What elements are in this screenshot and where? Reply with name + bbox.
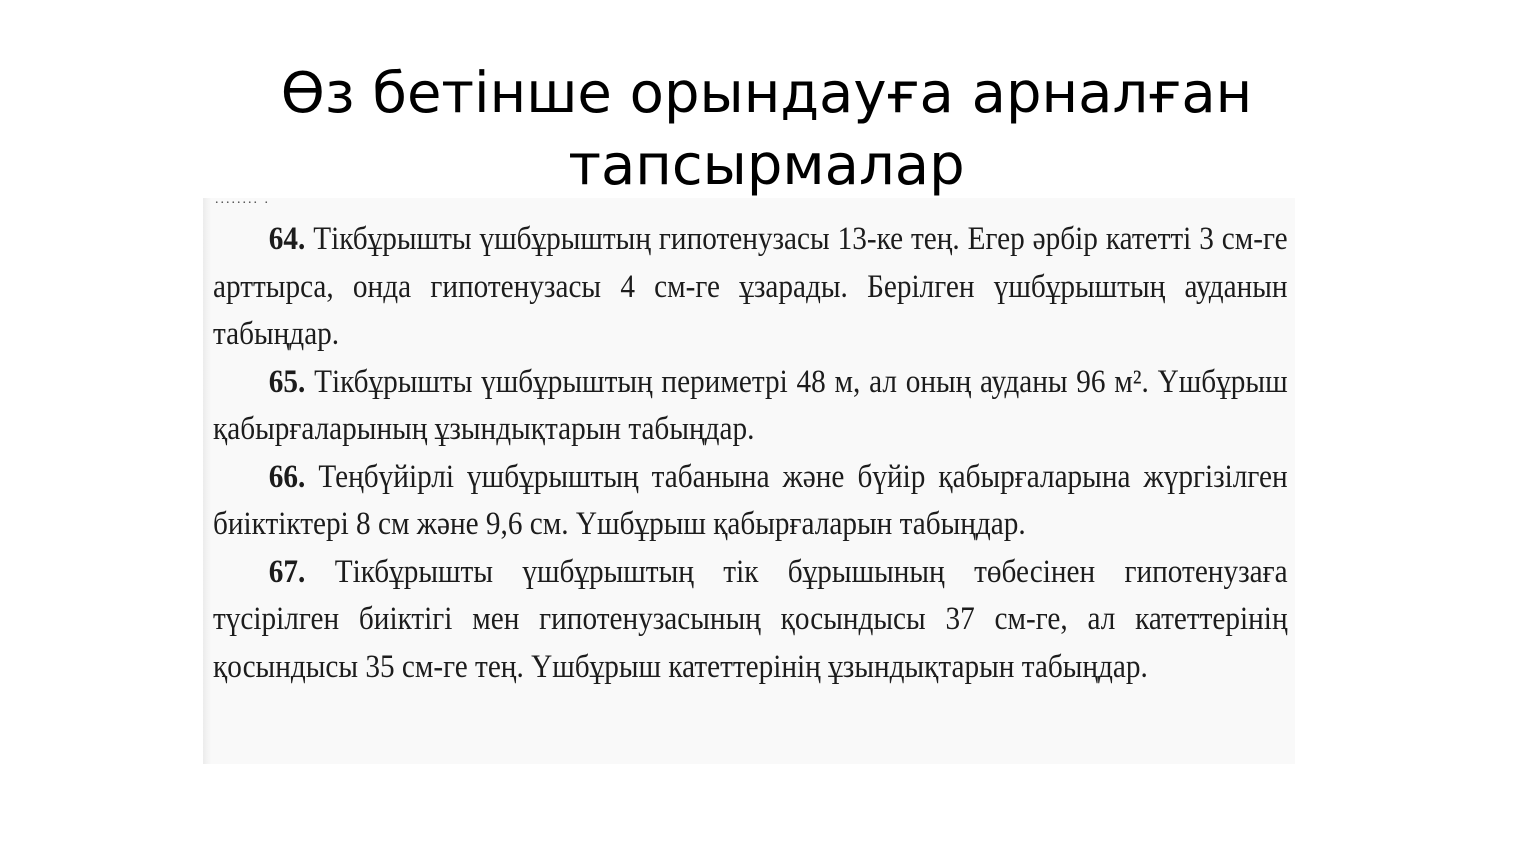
problem-text: Тікбұрышты үшбұрыштың гипотенузасы 13-ке тең. Егер әрбір катетті 3 см-ге арттырса, онда гипотенузасы 4 см-ге ұзарады. Берілген үшбұрыштың ауданын табыңдар. xyxy=(213,221,1288,352)
problem-number: 66. xyxy=(268,458,306,495)
problem-number: 64. xyxy=(268,221,306,257)
problem-text: Тікбұрышты үшбұрыштың тік бұрышының төбесінен гипотенузаға түсірілген биіктігі мен гипотенузасының қосындысы 37 см-ге, ал катеттерінің қосындысы 35 см-ге тең. Үшбұрыш катеттерінің ұзындықтарын табыңдар. xyxy=(213,553,1288,685)
slide-title xyxy=(0,58,1533,207)
scanned-textbook-image xyxy=(203,192,1295,764)
problem-text: Тікбұрышты үшбұрыштың периметрі 48 м, ал оның ауданы 96 м². Үшбұрыш қабырғаларының ұзындықтарын табыңдар. xyxy=(213,363,1288,447)
problem-number: 65. xyxy=(268,363,306,400)
problem-65 xyxy=(213,359,1288,454)
problem-64 xyxy=(213,216,1288,359)
slide-title-line-1: Өз бетінше орындауға арналған xyxy=(280,61,1253,126)
problem-67 xyxy=(213,549,1288,692)
scan-left-edge xyxy=(203,198,211,764)
slide-title-line-2: тапсырмалар xyxy=(568,133,965,198)
scan-cut-off-line: ........ . xyxy=(215,192,270,207)
problem-text: Теңбүйірлі үшбұрыштың табанына және бүйір қабырғаларына жүргізілген биіктіктері 8 см және 9,6 см. Үшбұрыш қабырғаларын табыңдар. xyxy=(213,458,1288,542)
problem-66 xyxy=(213,454,1288,549)
problem-number: 67. xyxy=(268,553,306,590)
problem-list xyxy=(213,216,1288,691)
